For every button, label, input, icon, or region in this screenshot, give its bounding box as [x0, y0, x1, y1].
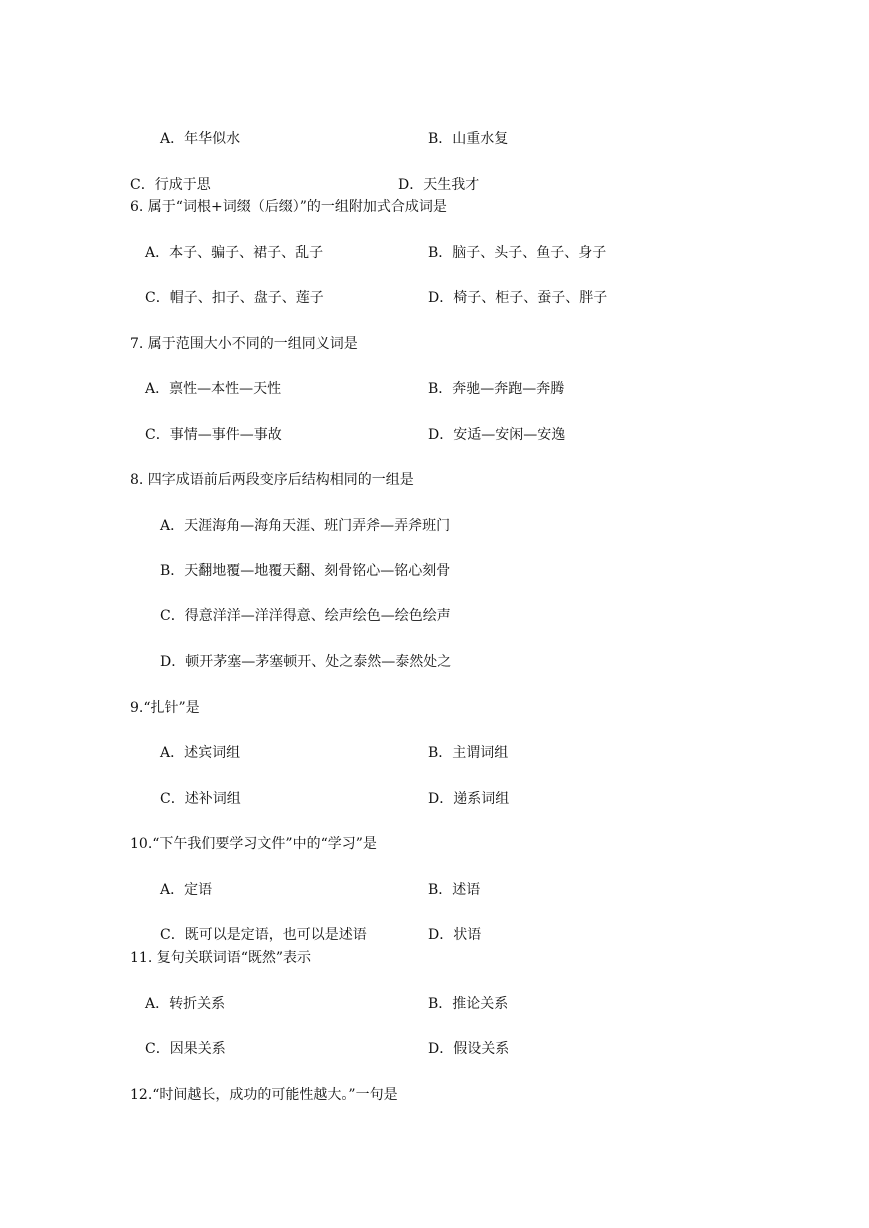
q5-option-d: D．天生我才	[398, 177, 480, 193]
option-d: D．椅子、柜子、蚕子、胖子	[428, 290, 608, 306]
option-c: C．既可以是定语，也可以是述语	[160, 927, 367, 943]
option-d: D．假设关系	[428, 1041, 510, 1057]
option-b: B．脑子、头子、鱼子、身子	[428, 245, 607, 261]
q5-option-b: B．山重水复	[428, 131, 509, 147]
q5-option-c: C．行成于思	[130, 177, 211, 193]
option-c: C．述补词组	[160, 791, 241, 807]
question-stem: 10.“下午我们要学习文件”中的“学习”是	[130, 836, 377, 852]
option-c: C．得意洋洋—洋洋得意、绘声绘色—绘色绘声	[160, 608, 451, 624]
question-stem: 7. 属于范围大小不同的一组同义词是	[130, 336, 358, 352]
option-a: A．述宾词组	[160, 745, 241, 761]
question-stem: 8. 四字成语前后两段变序后结构相同的一组是	[130, 472, 414, 488]
question-stem: 6. 属于“词根+词缀（后缀）”的一组附加式合成词是	[130, 199, 447, 215]
option-d: D．递系词组	[428, 791, 510, 807]
option-a: A．禀性—本性—天性	[145, 381, 282, 397]
option-b: B．天翻地覆—地覆天翻、刻骨铭心—铭心刻骨	[160, 563, 451, 579]
q5-option-a: A．年华似水	[160, 131, 241, 147]
option-b: B．述语	[428, 882, 481, 898]
option-a: A．转折关系	[145, 996, 226, 1012]
option-b: B．奔驰—奔跑—奔腾	[428, 381, 565, 397]
option-d: D．安适—安闲—安逸	[428, 427, 566, 443]
option-c: C．因果关系	[145, 1041, 226, 1057]
option-a: A．天涯海角—海角天涯、班门弄斧—弄斧班门	[160, 518, 451, 534]
option-a: A．定语	[160, 882, 213, 898]
option-c: C．事情—事件—事故	[145, 427, 282, 443]
question-stem: 11. 复句关联词语“既然”表示	[130, 950, 312, 966]
option-d: D．状语	[428, 927, 482, 943]
option-d: D．顿开茅塞—茅塞顿开、处之泰然—泰然处之	[160, 654, 452, 670]
option-c: C．帽子、扣子、盘子、莲子	[145, 290, 324, 306]
question-stem: 12.“时间越长，成功的可能性越大。”一句是	[130, 1087, 398, 1103]
option-b: B．主谓词组	[428, 745, 509, 761]
option-a: A．本子、骗子、裙子、乱子	[145, 245, 324, 261]
question-stem: 9.“扎针”是	[130, 700, 200, 716]
option-b: B．推论关系	[428, 996, 509, 1012]
